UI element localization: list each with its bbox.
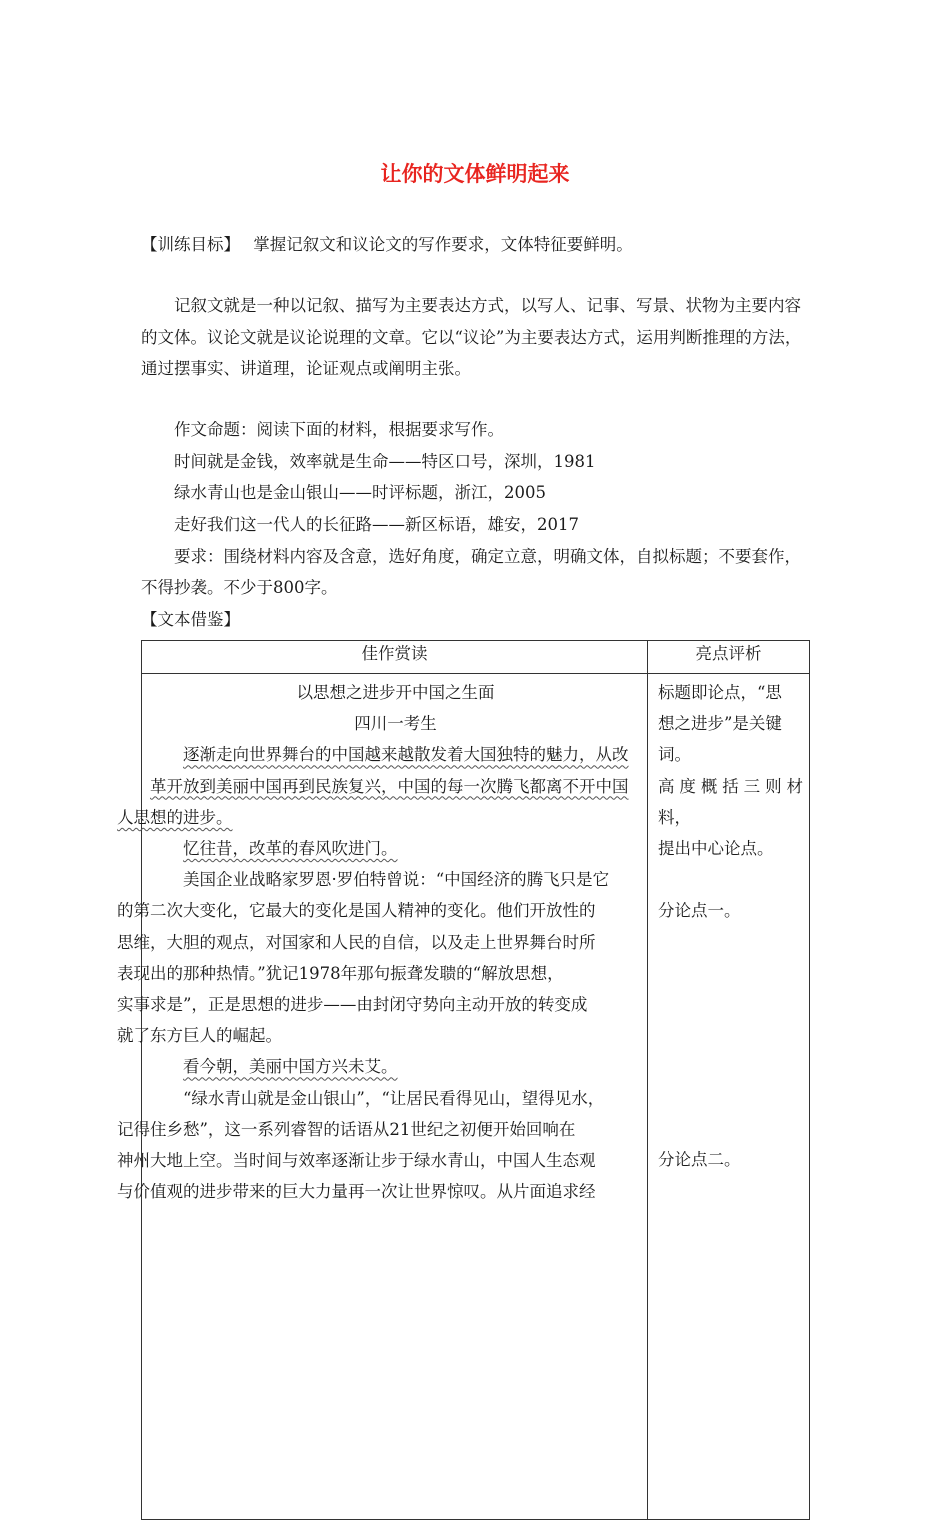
- requirement-line: 不得抄袭。不少于800字。: [141, 578, 338, 597]
- essay-paragraph: [150, 833, 641, 864]
- essay-line: 就了东方巨人的崛起。: [117, 1026, 282, 1046]
- analysis-note: [658, 771, 803, 833]
- essay-line: 看今朝，美丽中国方兴未艾。: [183, 1057, 398, 1077]
- essay-line: 实事求是”，正是思想的进步——由封闭守势向主动开放的转变成: [117, 995, 588, 1015]
- intro-line: 记叙文就是一种以记叙、描写为主要表达方式，以写人、记事、写景、状物为主要内容: [174, 296, 801, 315]
- reading-table: [117, 640, 810, 1520]
- essay-line: “绿水青山就是金山银山”，“让居民看得见山，望得见水，: [183, 1088, 605, 1108]
- essay-title: 以思想之进步开中国之生面: [296, 683, 495, 702]
- analysis-line: 想之进步”是关键: [658, 714, 782, 734]
- essay-line: 记得住乡愁”，这一系列睿智的话语从21世纪之初便开始回响在: [117, 1119, 576, 1139]
- essay-paragraph: [117, 739, 641, 833]
- essay-line: 表现出的那种热情。”犹记1978年那句振聋发聩的“解放思想，: [117, 963, 564, 983]
- material-line: 绿水青山也是金山银山——时评标题，浙江，2005: [174, 483, 546, 502]
- essay-line: 逐渐走向世界舞台的中国越来越散发着大国独特的魅力，从改: [183, 745, 629, 765]
- material-line: 时间就是金钱，效率就是生命——特区口号，深圳，1981: [174, 452, 596, 471]
- table-header-essay: 佳作赏读: [142, 641, 648, 674]
- table-header-analysis: 亮点评析: [648, 641, 810, 674]
- analysis-note: 分论点一。: [658, 901, 741, 921]
- analysis-note: [658, 677, 803, 771]
- essay-author: 四川一考生: [354, 714, 437, 734]
- training-goal-label: 【训练目标】: [141, 235, 240, 254]
- intro-line: 通过摆事实、讲道理，论证观点或阐明主张。: [141, 359, 471, 378]
- essay-cell: [117, 674, 648, 1520]
- material-line: 走好我们这一代人的长征路——新区标语，雄安，2017: [174, 515, 579, 534]
- page-title: 让你的文体鲜明起来: [380, 162, 570, 186]
- intro-line: 的文体。议论文就是议论说理的文章。它以“议论”为主要表达方式，运用判断推理的方法，: [141, 328, 802, 347]
- essay-line: 的第二次大变化，它最大的变化是国人精神的变化。他们开放性的: [117, 901, 596, 921]
- analysis-cell: [648, 674, 810, 1520]
- analysis-note: 提出中心论点。: [658, 839, 774, 859]
- analysis-line: 料，: [658, 807, 691, 827]
- analysis-line: 标题即论点，“思: [658, 683, 782, 702]
- essay-paragraph: [117, 864, 641, 1051]
- training-goal: [141, 233, 633, 257]
- essay-line: 神州大地上空。当时间与效率逐渐让步于绿水青山，中国人生态观: [117, 1151, 596, 1171]
- prompt-lead: 作文命题：阅读下面的材料，根据要求写作。: [174, 420, 504, 439]
- essay-line: 美国企业战略家罗恩·罗伯特曾说：“中国经济的腾飞只是它: [183, 870, 610, 890]
- essay-line: 人思想的进步。: [117, 807, 233, 827]
- essay-line: 思维，大胆的观点，对国家和人民的自信，以及走上世界舞台时所: [117, 932, 596, 952]
- requirement-line: 要求：围绕材料内容及含意，选好角度，确定立意，明确文体，自拟标题；不要套作，: [174, 547, 801, 566]
- analysis-line: 词。: [658, 745, 691, 765]
- essay-line: 革开放到美丽中国再到民族复兴，中国的每一次腾飞都离不开中国: [150, 776, 629, 796]
- analysis-note: 分论点二。: [658, 1150, 741, 1170]
- essay-paragraph: [117, 1083, 641, 1208]
- analysis-line: 高度概括三则材: [658, 776, 803, 796]
- essay-line: 与价值观的进步带来的巨大力量再一次让世界惊叹。从片面追求经: [117, 1182, 596, 1202]
- essay-paragraph: [150, 1051, 641, 1082]
- section-label: 【文本借鉴】: [141, 610, 240, 629]
- essay-line: 忆往昔，改革的春风吹进门。: [183, 839, 398, 859]
- training-goal-text: 掌握记叙文和议论文的写作要求，文体特征要鲜明。: [253, 235, 633, 254]
